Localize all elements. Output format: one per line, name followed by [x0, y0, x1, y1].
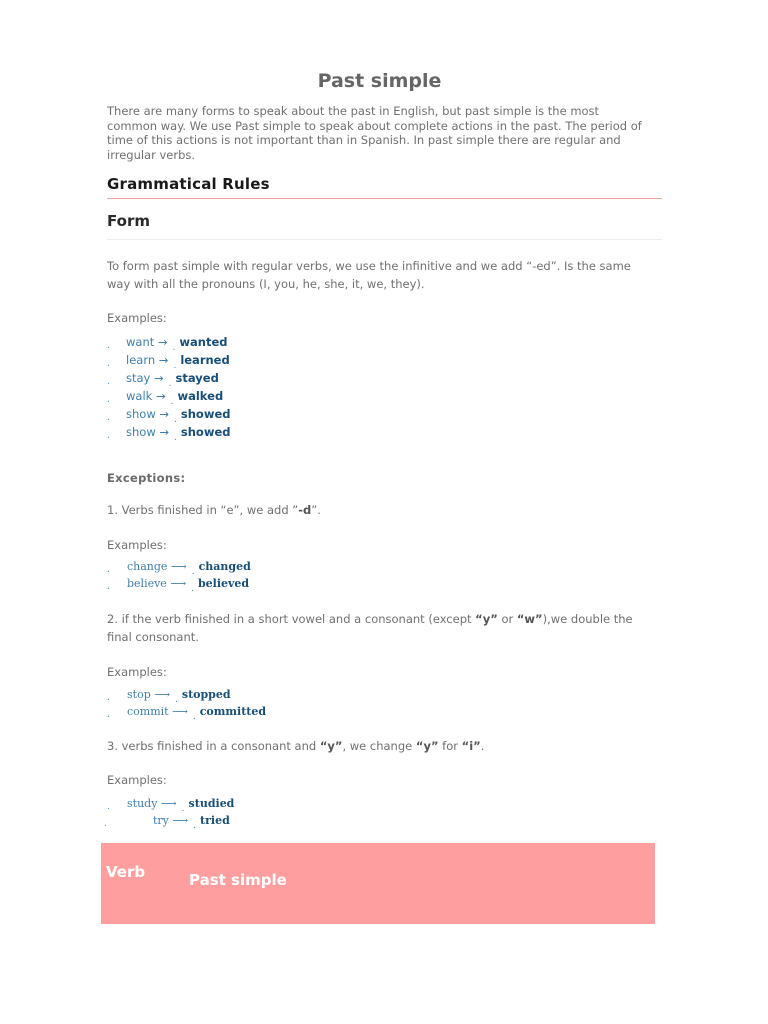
examples-label: Examples:: [107, 773, 167, 787]
verb-base: study ⟶: [127, 797, 177, 810]
examples-label: Examples:: [107, 665, 167, 679]
examples-label: Examples:: [107, 538, 167, 552]
verb-base: show →: [126, 407, 170, 421]
bullet-marker: .: [107, 582, 110, 592]
bullet-marker: .: [104, 819, 107, 829]
verb-past: believed: [197, 577, 250, 590]
verb-past: committed: [199, 705, 267, 718]
verb-past: walked: [177, 389, 224, 403]
section-divider: [107, 198, 662, 199]
verb-past: showed: [180, 425, 231, 439]
rule-1-text: 1. Verbs finished in “e”, we add ”-d”.: [107, 503, 321, 517]
verb-base: learn →: [126, 353, 169, 367]
verb-base: commit ⟶: [127, 705, 188, 718]
bullet-marker: .: [107, 710, 110, 720]
exceptions-label: Exceptions:: [107, 471, 186, 485]
verb-past: changed: [198, 560, 251, 573]
bullet-marker: .: [107, 693, 110, 703]
form-paragraph: To form past simple with regular verbs, we use the infinitive and we add “-ed”. Is the same way with all the pronouns (I, you, he, she, it, we, they).: [107, 259, 631, 291]
examples-label: Examples:: [107, 311, 167, 325]
section-heading: Grammatical Rules: [107, 175, 270, 193]
rule-2-text: 2. if the verb finished in a short vowel and a consonant (except “y” or “w”),we double the final consonant.: [107, 612, 633, 644]
verb-table-header: [101, 843, 655, 924]
bullet-marker: .: [107, 431, 110, 441]
verb-past: tried: [200, 814, 230, 827]
table-header-past-simple: Past simple: [189, 871, 287, 889]
intro-paragraph: There are many forms to speak about the past in English, but past simple is the most common way. We use Past simple to speak about complete actions in the past. The period of time of this actions is not important than in Spanish. In past simple there are regular and irregular verbs.: [107, 104, 642, 162]
subsection-divider: [107, 239, 662, 240]
verb-base: walk →: [126, 389, 166, 403]
verb-past: learned: [180, 353, 230, 367]
rule-3-text: 3. verbs finished in a consonant and “y”, we change “y” for “i”.: [107, 739, 485, 753]
verb-base: try ⟶: [153, 814, 189, 827]
bullet-marker: .: [107, 341, 110, 351]
verb-base: believe ⟶: [127, 577, 187, 590]
bullet-marker: .: [107, 413, 110, 423]
verb-base: stop ⟶: [127, 688, 170, 701]
bullet-marker: .: [107, 395, 110, 405]
verb-past: stopped: [181, 688, 231, 701]
verb-base: show →: [126, 425, 170, 439]
bullet-marker: .: [107, 377, 110, 387]
page-title: Past simple: [317, 70, 442, 92]
verb-past: studied: [188, 797, 235, 810]
bullet-marker: .: [107, 565, 110, 575]
subsection-heading: Form: [107, 212, 150, 230]
table-header-verb: Verb: [106, 863, 146, 881]
verb-past: wanted: [179, 335, 228, 349]
bullet-marker: .: [107, 802, 110, 812]
verb-past: showed: [180, 407, 231, 421]
verb-past: stayed: [175, 371, 219, 385]
verb-base: stay →: [126, 371, 164, 385]
verb-base: want →: [126, 335, 168, 349]
verb-base: change ⟶: [127, 560, 187, 573]
bullet-marker: .: [107, 359, 110, 369]
